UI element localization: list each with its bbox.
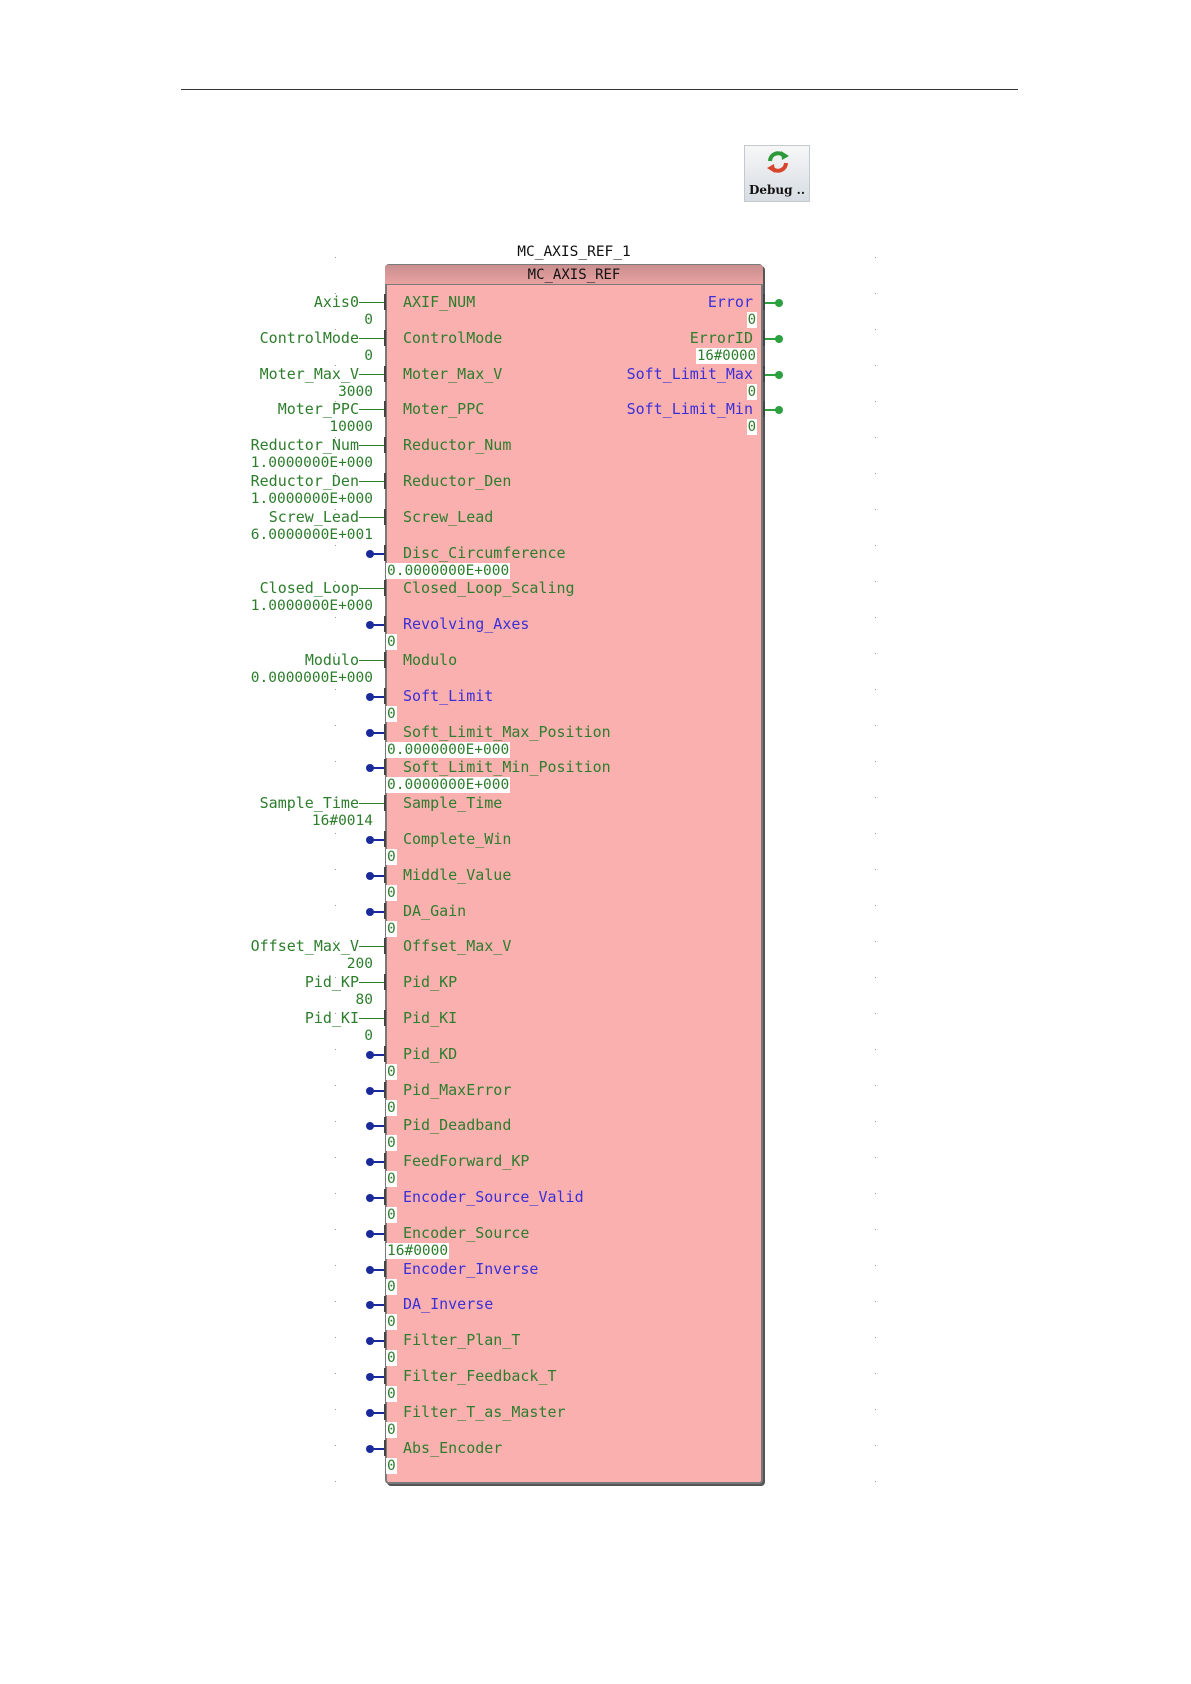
- input-pin-name: Encoder_Source: [403, 1224, 530, 1242]
- grid-dot: [335, 545, 336, 546]
- grid-dot: [335, 1121, 336, 1122]
- input-default-value: 0: [387, 1064, 396, 1080]
- grid-dot: [335, 1265, 336, 1266]
- input-default-value: 0.0000000E+000: [387, 742, 510, 758]
- input-pin-name: Moter_PPC: [403, 400, 485, 418]
- input-variable[interactable]: Reductor_Den: [250, 472, 359, 490]
- input-pin-name: Pid_KD: [403, 1045, 458, 1063]
- input-pin-stub: [384, 867, 386, 883]
- grid-dot: [335, 617, 336, 618]
- input-connection-line: [359, 517, 384, 518]
- debug-button[interactable]: [744, 145, 810, 202]
- grid-dot: [875, 1049, 876, 1050]
- input-pin-stub: [384, 1153, 386, 1169]
- input-default-value: 0: [387, 921, 396, 937]
- input-default-value: 0.0000000E+000: [387, 563, 510, 579]
- grid-dot: [335, 1445, 336, 1446]
- grid-dot: [875, 833, 876, 834]
- grid-dot: [875, 1229, 876, 1230]
- grid-dot: [875, 473, 876, 474]
- input-pin-stub: [384, 294, 386, 310]
- input-pin-stub: [384, 724, 386, 740]
- input-pin-name: Filter_Feedback_T: [403, 1367, 557, 1385]
- input-pin-stub: [384, 652, 386, 668]
- grid-dot: [875, 725, 876, 726]
- input-variable-value: 1.0000000E+000: [250, 491, 373, 507]
- input-variable[interactable]: ControlMode: [259, 329, 359, 347]
- input-default-value: 0: [387, 1386, 396, 1402]
- grid-dot: [335, 869, 336, 870]
- grid-dot: [335, 1409, 336, 1410]
- input-pin-name: AXIF_NUM: [403, 293, 476, 311]
- output-value: 0: [747, 419, 756, 435]
- grid-dot: [875, 329, 876, 330]
- grid-dot: [875, 581, 876, 582]
- input-pin-name: Moter_Max_V: [403, 365, 503, 383]
- input-default-value: 0: [387, 1100, 396, 1116]
- input-variable[interactable]: Modulo: [304, 651, 359, 669]
- input-variable[interactable]: Reductor_Num: [250, 436, 359, 454]
- input-pin-stub: [384, 509, 386, 525]
- grid-dot: [875, 1193, 876, 1194]
- input-variable-value: 6.0000000E+001: [250, 527, 373, 543]
- grid-dot: [335, 1085, 336, 1086]
- input-pin-stub: [384, 1261, 386, 1277]
- input-variable-value: 0: [364, 348, 373, 364]
- input-pin-name: Screw_Lead: [403, 508, 494, 526]
- input-pin-stub: [384, 580, 386, 596]
- input-unconnected-dot[interactable]: [366, 693, 374, 701]
- grid-dot: [875, 797, 876, 798]
- output-value: 16#0000: [696, 348, 756, 364]
- input-pin-stub: [384, 1332, 386, 1348]
- grid-dot: [875, 761, 876, 762]
- input-connection-line: [359, 481, 384, 482]
- input-pin-stub: [384, 903, 386, 919]
- input-connection-line: [359, 374, 384, 375]
- input-pin-stub: [384, 688, 386, 704]
- grid-dot: [335, 1193, 336, 1194]
- input-pin-name: Pid_KI: [403, 1009, 458, 1027]
- input-default-value: 0: [387, 634, 396, 650]
- input-pin-stub: [384, 795, 386, 811]
- input-default-value: 16#0000: [387, 1243, 449, 1259]
- input-unconnected-dot[interactable]: [366, 1194, 374, 1202]
- input-unconnected-dot[interactable]: [366, 550, 374, 558]
- grid-dot: [335, 905, 336, 906]
- input-default-value: 0: [387, 706, 396, 722]
- input-pin-stub: [384, 1082, 386, 1098]
- grid-dot: [335, 1337, 336, 1338]
- output-connection-dot[interactable]: [775, 406, 783, 414]
- input-variable-value: 3000: [338, 384, 373, 400]
- grid-dot: [875, 1409, 876, 1410]
- input-unconnected-dot[interactable]: [366, 1087, 374, 1095]
- input-pin-stub: [384, 1296, 386, 1312]
- input-pin-stub: [384, 437, 386, 453]
- input-pin-name: Reductor_Num: [403, 436, 512, 454]
- grid-dot: [875, 545, 876, 546]
- input-default-value: 0.0000000E+000: [387, 777, 510, 793]
- input-pin-stub: [384, 401, 386, 417]
- grid-dot: [875, 1373, 876, 1374]
- input-default-value: 0: [387, 1458, 396, 1474]
- input-unconnected-dot[interactable]: [366, 836, 374, 844]
- input-pin-name: Revolving_Axes: [403, 615, 530, 633]
- grid-dot: [335, 257, 336, 258]
- input-default-value: 0: [387, 849, 396, 865]
- input-variable-value: 0.0000000E+000: [250, 670, 373, 686]
- input-connection-line: [359, 338, 384, 339]
- input-pin-stub: [384, 974, 386, 990]
- output-connection-dot[interactable]: [775, 335, 783, 343]
- input-pin-stub: [384, 1010, 386, 1026]
- grid-dot: [335, 1301, 336, 1302]
- input-variable-value: 200: [346, 956, 373, 972]
- input-variable-value: 1.0000000E+000: [250, 598, 373, 614]
- input-pin-stub: [384, 938, 386, 954]
- input-variable[interactable]: Axis0: [313, 293, 359, 311]
- input-pin-name: DA_Inverse: [403, 1295, 494, 1313]
- input-default-value: 0: [387, 1171, 396, 1187]
- fb-instance-name[interactable]: MC_AXIS_REF_1: [517, 244, 631, 260]
- input-pin-name: Closed_Loop_Scaling: [403, 579, 575, 597]
- input-unconnected-dot[interactable]: [366, 1409, 374, 1417]
- input-pin-name: ControlMode: [403, 329, 503, 347]
- fb-type-name: MC_AXIS_REF: [385, 265, 763, 285]
- input-pin-name: DA_Gain: [403, 902, 467, 920]
- grid-dot: [335, 1481, 336, 1482]
- debug-refresh-icon: [765, 149, 791, 175]
- grid-dot: [875, 617, 876, 618]
- input-connection-line: [359, 946, 384, 947]
- output-pin-name: Soft_Limit_Max: [626, 365, 753, 383]
- input-unconnected-dot[interactable]: [366, 621, 374, 629]
- grid-dot: [875, 1445, 876, 1446]
- input-pin-stub: [384, 1117, 386, 1133]
- input-unconnected-dot[interactable]: [366, 764, 374, 772]
- grid-dot: [335, 1229, 336, 1230]
- input-connection-line: [359, 588, 384, 589]
- input-unconnected-dot[interactable]: [366, 1230, 374, 1238]
- input-pin-stub: [384, 366, 386, 382]
- input-unconnected-dot[interactable]: [366, 1266, 374, 1274]
- input-pin-name: Encoder_Inverse: [403, 1260, 539, 1278]
- input-pin-name: Soft_Limit: [403, 687, 494, 705]
- output-connection-dot[interactable]: [775, 371, 783, 379]
- input-pin-name: Disc_Circumference: [403, 544, 566, 562]
- input-unconnected-dot[interactable]: [366, 908, 374, 916]
- input-pin-stub: [384, 1225, 386, 1241]
- input-unconnected-dot[interactable]: [366, 1051, 374, 1059]
- input-connection-line: [359, 445, 384, 446]
- input-default-value: 0: [387, 1314, 396, 1330]
- input-connection-line: [359, 660, 384, 661]
- input-variable[interactable]: Moter_Max_V: [259, 365, 359, 383]
- input-variable[interactable]: Offset_Max_V: [250, 937, 359, 955]
- input-unconnected-dot[interactable]: [366, 1337, 374, 1345]
- input-unconnected-dot[interactable]: [366, 729, 374, 737]
- input-pin-stub: [384, 831, 386, 847]
- grid-dot: [335, 725, 336, 726]
- input-pin-stub: [384, 473, 386, 489]
- grid-dot: [875, 1301, 876, 1302]
- input-unconnected-dot[interactable]: [366, 872, 374, 880]
- input-pin-name: Sample_Time: [403, 794, 503, 812]
- input-connection-line: [359, 1018, 384, 1019]
- grid-dot: [875, 509, 876, 510]
- input-unconnected-dot[interactable]: [366, 1301, 374, 1309]
- input-default-value: 0: [387, 1135, 396, 1151]
- grid-dot: [875, 1481, 876, 1482]
- input-pin-stub: [384, 1189, 386, 1205]
- input-pin-name: Reductor_Den: [403, 472, 512, 490]
- input-variable[interactable]: Pid_KP: [304, 973, 359, 991]
- grid-dot: [875, 653, 876, 654]
- input-connection-line: [359, 409, 384, 410]
- grid-dot: [335, 689, 336, 690]
- input-pin-name: Complete_Win: [403, 830, 512, 848]
- input-pin-name: Pid_Deadband: [403, 1116, 512, 1134]
- input-variable-value: 80: [355, 992, 373, 1008]
- grid-dot: [335, 833, 336, 834]
- input-connection-line: [359, 302, 384, 303]
- grid-dot: [875, 977, 876, 978]
- input-variable[interactable]: Sample_Time: [259, 794, 359, 812]
- input-default-value: 0: [387, 1279, 396, 1295]
- input-pin-stub: [384, 1404, 386, 1420]
- input-unconnected-dot[interactable]: [366, 1122, 374, 1130]
- grid-dot: [875, 1121, 876, 1122]
- input-pin-stub: [384, 1368, 386, 1384]
- grid-dot: [875, 293, 876, 294]
- grid-dot: [335, 1157, 336, 1158]
- output-connection-dot[interactable]: [775, 299, 783, 307]
- input-pin-name: Filter_Plan_T: [403, 1331, 521, 1349]
- grid-dot: [335, 1049, 336, 1050]
- input-pin-name: Pid_MaxError: [403, 1081, 512, 1099]
- input-variable[interactable]: Moter_PPC: [277, 400, 359, 418]
- input-pin-name: Soft_Limit_Min_Position: [403, 758, 611, 776]
- input-variable-value: 0: [364, 312, 373, 328]
- output-pin-name: Error: [707, 293, 753, 311]
- input-pin-stub: [384, 1440, 386, 1456]
- input-unconnected-dot[interactable]: [366, 1158, 374, 1166]
- grid-dot: [875, 401, 876, 402]
- output-pin-name: ErrorID: [689, 329, 753, 347]
- grid-dot: [875, 1265, 876, 1266]
- input-variable[interactable]: Pid_KI: [304, 1009, 359, 1027]
- input-pin-stub: [384, 330, 386, 346]
- input-pin-stub: [384, 545, 386, 561]
- input-variable[interactable]: Screw_Lead: [268, 508, 359, 526]
- input-pin-name: FeedForward_KP: [403, 1152, 530, 1170]
- input-connection-line: [359, 982, 384, 983]
- grid-dot: [875, 437, 876, 438]
- input-default-value: 0: [387, 1207, 396, 1223]
- input-pin-name: Middle_Value: [403, 866, 512, 884]
- input-pin-stub: [384, 616, 386, 632]
- input-default-value: 0: [387, 1350, 396, 1366]
- grid-dot: [875, 1013, 876, 1014]
- grid-dot: [875, 941, 876, 942]
- grid-dot: [875, 905, 876, 906]
- input-variable[interactable]: Closed_Loop: [259, 579, 359, 597]
- input-connection-line: [359, 803, 384, 804]
- input-pin-name: Pid_KP: [403, 973, 458, 991]
- debug-button-label: Debug ..: [748, 183, 806, 197]
- input-default-value: 0: [387, 1422, 396, 1438]
- page-header-rule: [181, 89, 1018, 90]
- input-variable-value: 16#0014: [311, 813, 373, 829]
- input-variable-value: 10000: [329, 419, 373, 435]
- input-pin-name: Filter_T_as_Master: [403, 1403, 566, 1421]
- grid-dot: [335, 1373, 336, 1374]
- input-default-value: 0: [387, 885, 396, 901]
- input-variable-value: 1.0000000E+000: [250, 455, 373, 471]
- input-pin-name: Soft_Limit_Max_Position: [403, 723, 611, 741]
- grid-dot: [335, 761, 336, 762]
- input-pin-name: Offset_Max_V: [403, 937, 512, 955]
- input-unconnected-dot[interactable]: [366, 1373, 374, 1381]
- grid-dot: [875, 689, 876, 690]
- output-pin-name: Soft_Limit_Min: [626, 400, 753, 418]
- grid-dot: [875, 1085, 876, 1086]
- grid-dot: [875, 869, 876, 870]
- input-pin-name: Modulo: [403, 651, 458, 669]
- input-pin-stub: [384, 1046, 386, 1062]
- grid-dot: [875, 1157, 876, 1158]
- input-pin-stub: [384, 759, 386, 775]
- output-value: 0: [747, 312, 756, 328]
- input-pin-name: Abs_Encoder: [403, 1439, 503, 1457]
- output-value: 0: [747, 384, 756, 400]
- input-pin-name: Encoder_Source_Valid: [403, 1188, 584, 1206]
- grid-dot: [875, 257, 876, 258]
- input-variable-value: 0: [364, 1028, 373, 1044]
- grid-dot: [875, 1337, 876, 1338]
- grid-dot: [875, 365, 876, 366]
- input-unconnected-dot[interactable]: [366, 1445, 374, 1453]
